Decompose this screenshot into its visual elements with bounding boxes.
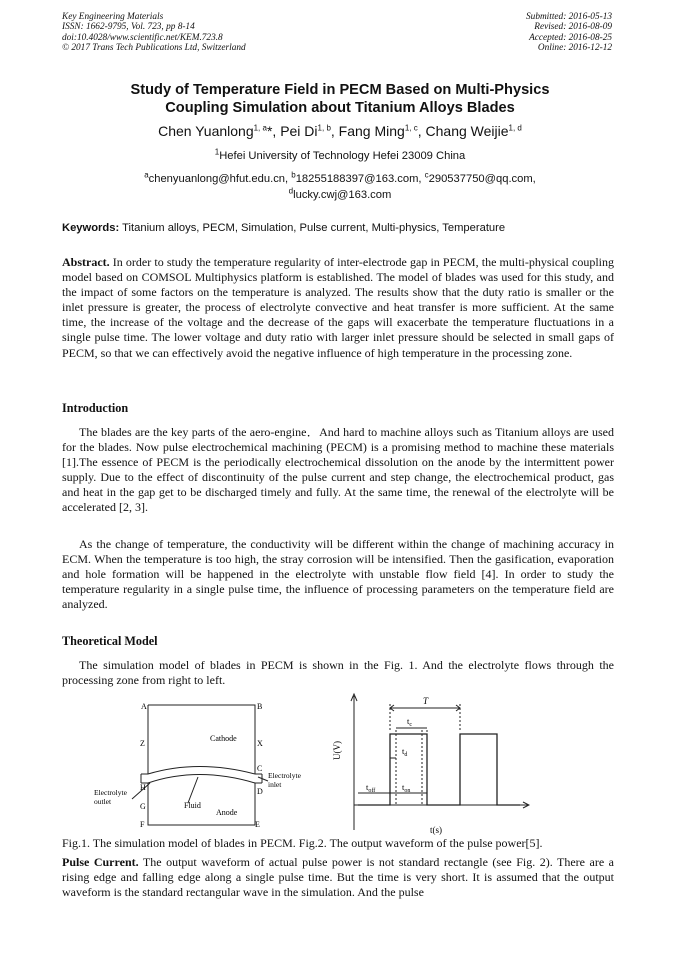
keywords — [62, 221, 614, 235]
title-line-1: Study of Temperature Field in PECM Based on Multi-Physics — [130, 82, 550, 98]
anode-outline — [148, 783, 255, 825]
anode-label: Anode — [216, 808, 238, 817]
inlet-label-line2: inlet — [268, 780, 282, 789]
abstract-text: In order to study the temperature regularity of inter-electrode gap in PECM, the multi-physical coupling model based on COMSOL Multiphysics platform is established. The model of blades was used for this study, and the impact of some factors on the temperature is analyzed. The results show that the duty ratio is smaller or the inlet pressure is greater, the process of electrolyte convective and heat transfer is more sufficient. At the same time, the increase of the voltage and the decrease of the gaps will exacerbate the temperature fluctuations in a single pulse time. The lower voltage and duty ratio with larger inlet pressure should be selected in small gaps of PECM, so that we can effectively avoid the negative influence of high temperature in the processing zone. — [62, 255, 614, 360]
email-d[interactable]: lucky.cwj@163.com — [293, 189, 392, 201]
author-emails — [100, 171, 580, 203]
paper-title — [60, 82, 620, 117]
point-A: A — [141, 702, 147, 711]
fig2-caption: Fig.2. The output waveform of the pulse power[5]. — [298, 836, 543, 850]
date-online: Online: 2016-12-12 — [537, 43, 612, 54]
abstract — [62, 255, 614, 361]
date-accepted: Accepted: 2016-08-25 — [529, 32, 612, 43]
email-sup: a — [144, 170, 149, 180]
ton-label — [402, 782, 410, 794]
period-T-label: T — [423, 696, 429, 706]
anode-top-curve — [148, 775, 255, 784]
author-sup: 1, b — [317, 123, 331, 133]
fig2-svg — [330, 690, 530, 840]
journal-name: Key Engineering Materials — [62, 12, 164, 22]
email-c[interactable]: 290537750@qq.com, — [428, 173, 536, 185]
author-sup: 1, d — [508, 123, 522, 133]
point-D: D — [257, 787, 263, 796]
author-list: Chen Yuanlong$^{1, a}$*, Pei Di$^{1, b}$, Fang Ming$^{1, c}$, Chang Weijie$^{1, d}$ — [158, 123, 522, 139]
affiliation-text: Hefei University of Technology Hefei 23009 China — [219, 150, 466, 162]
point-H: H — [140, 783, 146, 792]
email-sup: d — [288, 186, 294, 196]
introduction-heading: Introduction — [62, 401, 129, 415]
point-G: G — [140, 802, 146, 811]
journal-header — [62, 12, 246, 54]
point-B: B — [257, 702, 263, 711]
fig1-svg — [88, 695, 318, 835]
date-revised: Revised: 2016-08-09 — [534, 22, 612, 33]
author-name: Chen Yuanlong — [158, 123, 254, 139]
outlet-label-line1: Electrolyte — [94, 788, 127, 797]
fluid-label: Fluid — [184, 801, 201, 810]
affiliation — [60, 149, 620, 163]
td-sub: d — [404, 752, 408, 758]
td-text: t — [402, 746, 405, 756]
point-F: F — [140, 820, 145, 829]
email-a[interactable]: chenyuanlong@hfut.edu.cn, — [148, 173, 289, 185]
affiliation-sup: 1 — [214, 147, 220, 157]
keywords-text: Titanium alloys, PECM, Simulation, Pulse current, Multi-physics, Temperature — [122, 222, 506, 234]
email-sup: b — [291, 170, 296, 180]
point-X: X — [257, 739, 263, 748]
figure-1-model — [88, 695, 318, 835]
author-name: Pei Di — [280, 123, 318, 139]
pulse-waveform — [358, 734, 520, 805]
corresponding-mark: * — [266, 123, 273, 139]
dates-header — [526, 12, 612, 54]
cathode-outline — [148, 705, 255, 774]
ton-sub: on — [404, 788, 411, 794]
point-Z: Z — [140, 739, 145, 748]
journal-copyright: © 2017 Trans Tech Publications Ltd, Switzerland — [62, 43, 246, 54]
cathode-bottom-curve — [148, 767, 255, 775]
inlet-label-line1: Electrolyte — [268, 771, 301, 780]
y-axis-label: U(V) — [332, 741, 342, 760]
toff-text: t — [366, 782, 369, 792]
author-sup: 1, c — [404, 123, 418, 133]
title-line-2: Coupling Simulation about Titanium Alloys Blades — [165, 99, 515, 116]
toff-sub: off — [368, 788, 376, 794]
author-sup: 1, a — [253, 123, 267, 133]
fluid-leader — [188, 777, 198, 803]
journal-doi[interactable]: doi:10.4028/www.scientific.net/KEM.723.8 — [62, 32, 223, 43]
pulse-current-text: The output waveform of actual pulse power is not standard rectangle (see Fig. 2). There are a rising edge and falling edge along a single pulse time. But the time is very short. It is assumed that the output waveform is the standard rectangular wave in the simulation. And the pulse — [62, 855, 614, 900]
fig1-caption: Fig.1. The simulation model of blades in PECM. — [62, 836, 296, 850]
inlet-leader — [258, 777, 268, 781]
x-axis-label: t(s) — [430, 825, 442, 835]
pulse-current-paragraph — [62, 855, 614, 900]
point-E: E — [255, 820, 260, 829]
abstract-label: Abstract. — [62, 255, 110, 269]
cathode-label: Cathode — [210, 734, 237, 743]
introduction-paragraph-1: The blades are the key parts of the aero-engine．And hard to machine alloys such as Titanium alloys are used for the blades. Now pulse electrochemical machining (PECM) is a promising method to machine these materials [1].The essence of PECM is the periodically electrochemical dissolution on the anode by the intermittent power supply. Due to the effect of discontinuity of the pulse current and step change, the electrochemical product, gas and heat in the gap get to be discharged timely and fully. At the same time, the renewal of the electrolyte will be accelerated [2, 3]. — [62, 425, 614, 515]
point-C: C — [257, 764, 263, 773]
tc-sub: c — [409, 722, 413, 728]
edge-guides — [396, 730, 427, 805]
toff-label — [366, 782, 375, 794]
journal-issn: ISSN: 1662-9795, Vol. 723, pp 8-14 — [62, 22, 195, 33]
introduction-paragraph-2: As the change of temperature, the conductivity will be different within the change of machining accuracy in ECM. When the temperature is too high, the stray corrosion will be intensified. Then the gasification, evaporation and hole formation will be happened in the electrolyte with unstable flow field [4]. In order to study the temperature regularity in a single pulse time, the influence of processing parameters on the temperature field are analyzed. — [62, 537, 614, 612]
figure-captions — [62, 836, 622, 851]
author-name: Fang Ming — [338, 123, 405, 139]
keywords-label: Keywords: — [62, 222, 120, 234]
tc-label — [407, 716, 412, 728]
td-label — [402, 746, 407, 758]
figure-2-waveform — [330, 690, 530, 840]
ton-text: t — [402, 782, 405, 792]
theoretical-model-paragraph: The simulation model of blades in PECM is shown in the Fig. 1. And the electrolyte flows through the processing zone from right to left. — [62, 658, 614, 688]
author-name: Chang Weijie — [425, 123, 509, 139]
tc-text: t — [407, 716, 410, 726]
date-submitted: Submitted: 2016-05-13 — [526, 12, 612, 22]
theoretical-model-heading: Theoretical Model — [62, 634, 158, 648]
email-b[interactable]: 18255188397@163.com, — [295, 173, 422, 185]
pulse-current-label: Pulse Current. — [62, 855, 139, 869]
email-sup: c — [424, 170, 429, 180]
outlet-label-line2: outlet — [94, 797, 112, 806]
